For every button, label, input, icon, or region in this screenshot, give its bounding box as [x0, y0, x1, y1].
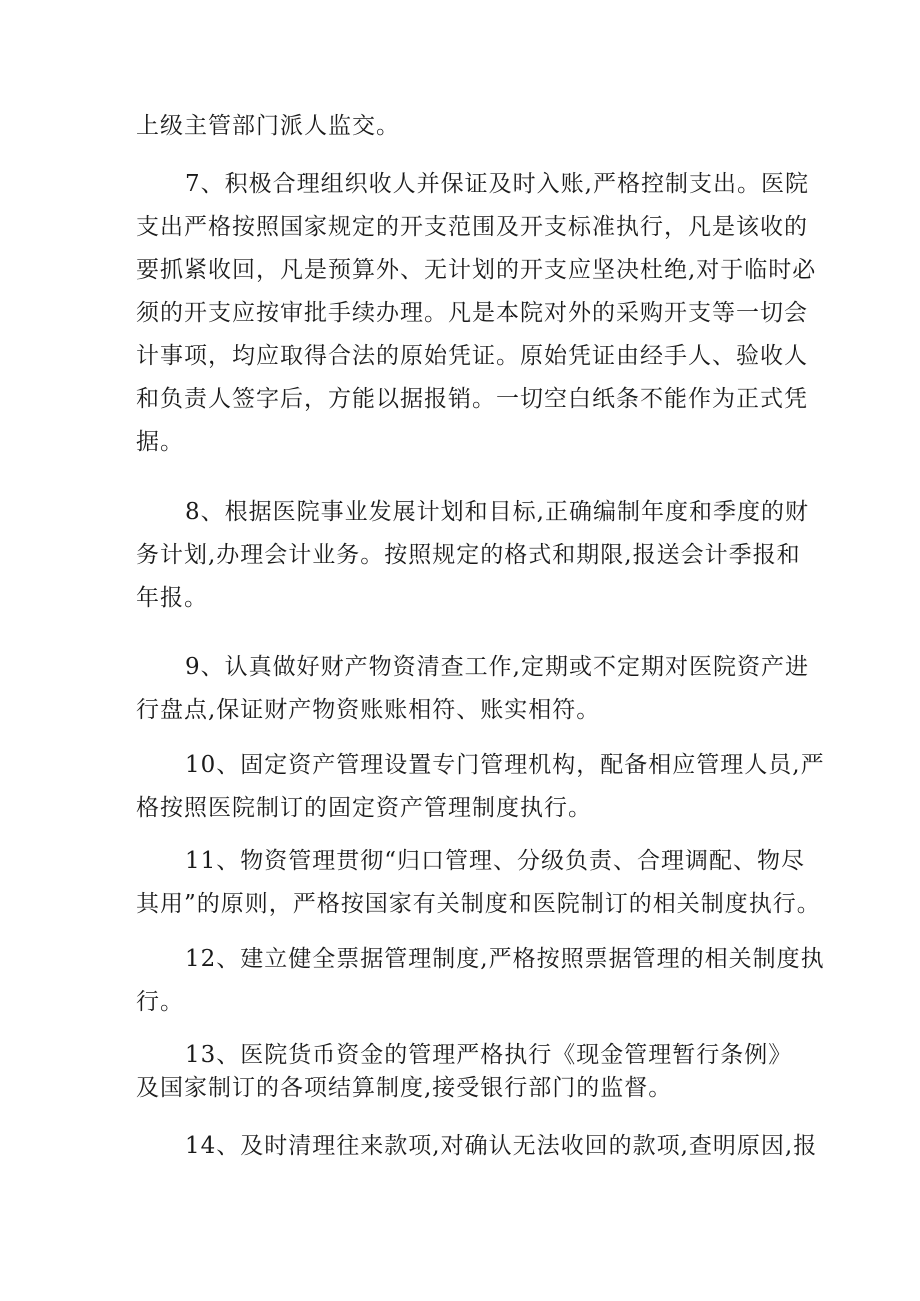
paragraph-line: 其用”的原则，严格按国家有关制度和医院制订的相关制度执行。	[136, 891, 821, 917]
paragraph-line: 8、根据医院事业发展计划和目标,正确编制年度和季度的财	[185, 499, 809, 525]
paragraph-line: 14、及时清理往来款项,对确认无法收回的款项,查明原因,报	[185, 1133, 818, 1159]
paragraph-line: 行。	[136, 989, 184, 1015]
paragraph-line: 据。	[136, 429, 184, 455]
paragraph-line: 行盘点,保证财产物资账账相符、账实相符。	[136, 697, 601, 723]
paragraph-line: 10、固定资产管理设置专门管理机构，配备相应管理人员,严	[185, 752, 825, 778]
paragraph-line: 格按照医院制订的固定资产管理制度执行。	[136, 795, 592, 821]
paragraph-line: 9、认真做好财产物资清查工作,定期或不定期对医院资产进	[185, 654, 809, 680]
paragraph-line: 支出严格按照国家规定的开支范围及开支标准执行，凡是该收的	[136, 214, 808, 240]
paragraph-line: 计事项，均应取得合法的原始凭证。原始凭证由经手人、验收人	[136, 343, 808, 369]
paragraph-line: 年报。	[136, 585, 208, 611]
paragraph-line: 要抓紧收回，凡是预算外、无计划的开支应坚决杜绝,对于临时必	[136, 257, 817, 283]
paragraph-line: 及国家制订的各项结算制度,接受银行部门的监督。	[136, 1075, 673, 1101]
paragraph-line: 和负责人签字后，方能以据报销。一切空白纸条不能作为正式凭	[136, 386, 808, 412]
paragraph-line: 12、建立健全票据管理制度,严格按照票据管理的相关制度执	[185, 946, 825, 972]
paragraph-line: 上级主管部门派人监交。	[136, 113, 400, 139]
paragraph-line: 须的开支应按审批手续办理。凡是本院对外的采购开支等一切会	[136, 300, 808, 326]
paragraph-line: 务计划,办理会计业务。按照规定的格式和期限,报送会计季报和	[136, 542, 801, 568]
paragraph-line: 7、积极合理组织收人并保证及时入账,严格控制支出。医院	[185, 171, 809, 197]
paragraph-line: 13、医院货币资金的管理严格执行《现金管理暂行条例》	[185, 1042, 793, 1068]
paragraph-line: 11、物资管理贯彻“归口管理、分级负责、合理调配、物尽	[185, 848, 806, 874]
